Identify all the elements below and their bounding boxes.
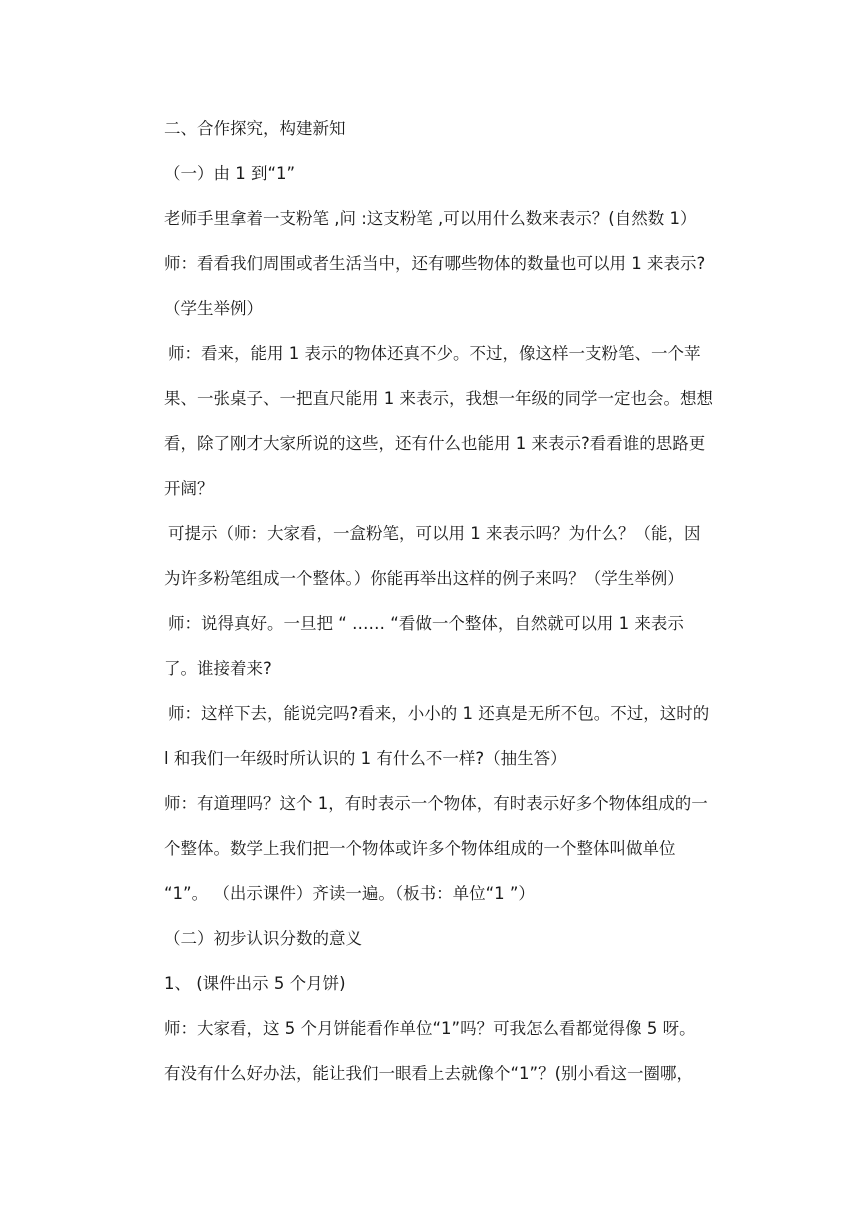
subsection-heading: （二）初步认识分数的意义 [164, 929, 362, 948]
subsection-heading: （一）由 1 到“1” [164, 164, 296, 183]
paragraph-line: 开阔？ [164, 479, 214, 498]
paragraph-line: 可提示（师：大家看，一盒粉笔，可以用 1 来表示吗？为什么？（能，因 [168, 524, 701, 543]
paragraph-line: 师：看来，能用 1 表示的物体还真不少。不过，像这样一支粉笔、一个苹 [168, 344, 701, 363]
paragraph-line: 师：大家看，这 5 个月饼能看作单位“1”吗？可我怎么看都觉得像 5 呀。 [164, 1019, 696, 1038]
paragraph-line: 看，除了刚才大家所说的这些，还有什么也能用 1 来表示?看看谁的思路更 [164, 434, 706, 453]
paragraph-line: 师：说得真好。一旦把 “ …… “看做一个整体，自然就可以用 1 来表示 [168, 614, 684, 633]
paragraph-line: 了。谁接着来? [164, 659, 272, 678]
paragraph-line: 为许多粉笔组成一个整体。）你能再举出这样的例子来吗？（学生举例） [164, 569, 684, 588]
paragraph-line: 果、一张桌子、一把直尺能用 1 来表示，我想一年级的同学一定也会。想想 [164, 389, 713, 408]
paragraph-line: 1、 (课件出示 5 个月饼) [164, 974, 346, 993]
paragraph-line: 师：有道理吗？这个 1，有时表示一个物体，有时表示好多个物体组成的一 [164, 794, 708, 813]
paragraph-line: 师：看看我们周围或者生活当中，还有哪些物体的数量也可以用 1 来表示? [164, 254, 706, 273]
paragraph-line: （学生举例） [164, 299, 263, 318]
paragraph-line: “1”。 （出示课件）齐读一遍。（板书：单位“1 ”） [164, 884, 535, 903]
paragraph-line: 师：这样下去，能说完吗?看来，小小的 1 还真是无所不包。不过，这时的 [168, 704, 710, 723]
paragraph-line: 个整体。数学上我们把一个物体或许多个物体组成的一个整体叫做单位 [164, 839, 676, 858]
paragraph-line: 有没有什么好办法，能让我们一眼看上去就像个“1”？(别小看这一圈哪， [164, 1064, 694, 1083]
paragraph-line: 老师手里拿着一支粉笔 ,问 :这支粉笔 ,可以用什么数来表示？(自然数 1） [164, 209, 697, 228]
paragraph-line: l 和我们一年级时所认识的 1 有什么不一样?（抽生答） [164, 749, 567, 768]
section-heading: 二、合作探究，构建新知 [164, 119, 346, 138]
